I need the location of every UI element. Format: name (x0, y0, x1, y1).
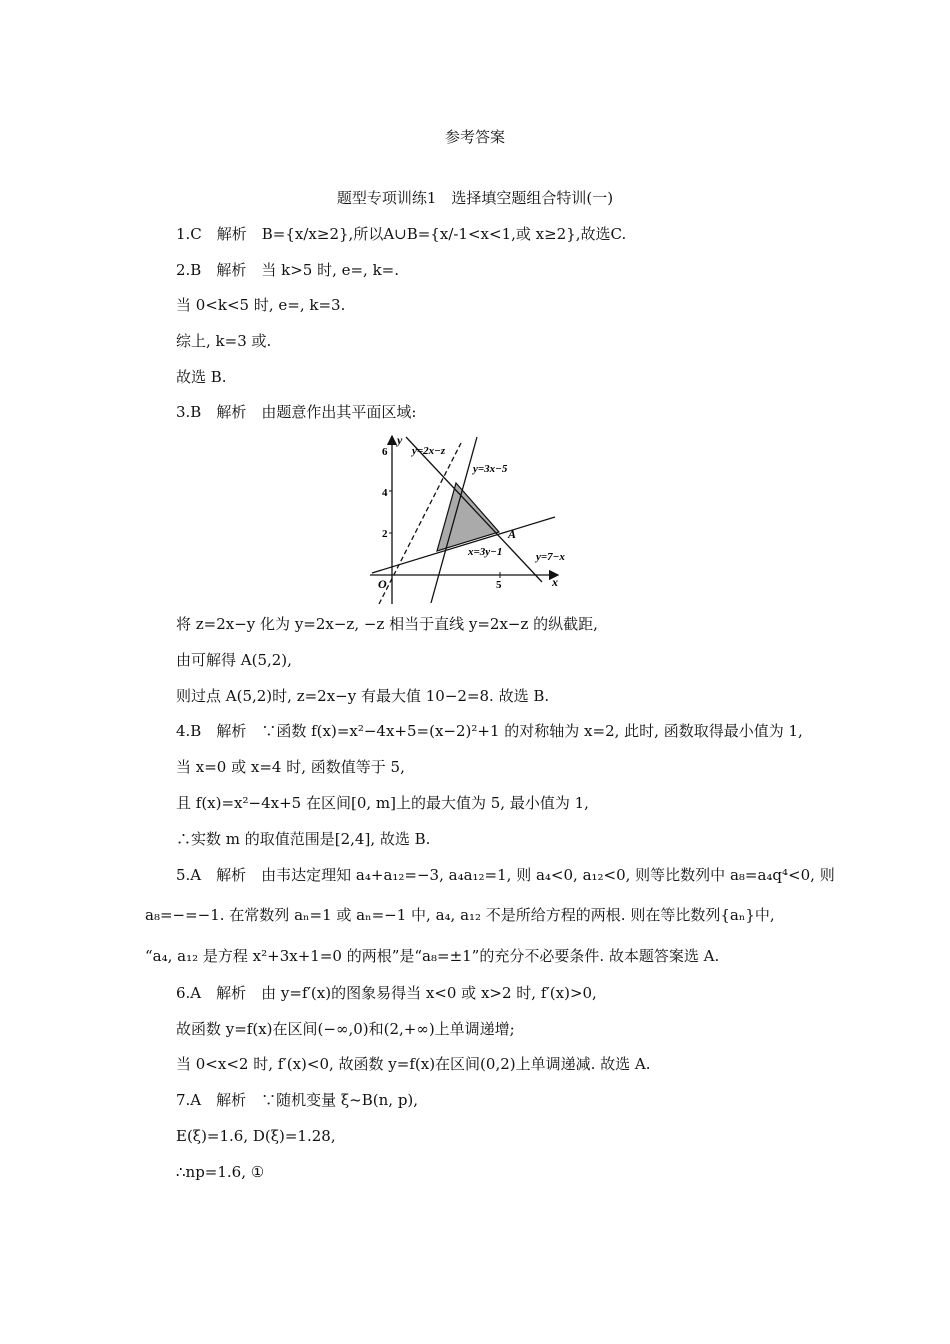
label-y-3x-5: y=3x−5 (473, 463, 508, 475)
axis-label-y: y (397, 433, 403, 447)
section-subtitle: 题型专项训练1 选择填空题组合特训(一) (336, 189, 614, 207)
point-a-label: A (508, 527, 517, 541)
y-tick-2: 2 (382, 528, 388, 540)
answer-2-line-2: 当 0<k<5 时, e=, k=3. (176, 296, 346, 314)
answer-4-line-2: 当 x=0 或 x=4 时, 函数值等于 5, (176, 758, 405, 776)
answer-4: 4.B 解析 ∵函数 f(x)=x²−4x+5=(x−2)²+1 的对称轴为 x=2, 此时, 函数取得最小值为 1, (176, 722, 803, 740)
answer-3-line-2: 将 z=2x−y 化为 y=2x−z, −z 相当于直线 y=2x−z 的纵截距, (176, 615, 598, 633)
label-y-2x-z: y=2x−z (412, 445, 446, 457)
y-tick-4: 4 (382, 487, 388, 499)
answer-5-line-2: a₈=−=−1. 在常数列 aₙ=1 或 aₙ=−1 中, a₄, a₁₂ 不是所给方程的两根. 则在等比数列{aₙ}中, (145, 906, 775, 924)
answer-2: 2.B 解析 当 k>5 时, e=, k=. (176, 261, 400, 279)
answer-6: 6.A 解析 由 y=f′(x)的图象易得当 x<0 或 x>2 时, f′(x)>0, (176, 984, 597, 1002)
origin-label: O (378, 577, 387, 591)
answer-5: 5.A 解析 由韦达定理知 a₄+a₁₂=−3, a₄a₁₂=1, 则 a₄<0, a₁₂<0, 则等比数列中 a₈=a₄q⁴<0, 则 (176, 866, 835, 884)
answer-4-line-4: ∴实数 m 的取值范围是[2,4], 故选 B. (176, 830, 431, 848)
axis-label-x: x (552, 575, 558, 589)
answer-7-line-2: E(ξ)=1.6, D(ξ)=1.28, (176, 1127, 336, 1145)
answer-3-line-4: 则过点 A(5,2)时, z=2x−y 有最大值 10−2=8. 故选 B. (176, 687, 550, 705)
answer-6-line-2: 故函数 y=f(x)在区间(−∞,0)和(2,+∞)上单调递增; (176, 1020, 515, 1038)
answer-6-line-3: 当 0<x<2 时, f′(x)<0, 故函数 y=f(x)在区间(0,2)上单调递减. 故选 A. (176, 1055, 651, 1073)
feasible-region (437, 483, 499, 551)
answer-2-line-4: 故选 B. (176, 368, 227, 386)
line-y-7-x (406, 437, 542, 582)
answer-2-line-3: 综上, k=3 或. (176, 332, 272, 350)
answer-7: 7.A 解析 ∵随机变量 ξ~B(n, p), (176, 1091, 419, 1109)
y-tick-6: 6 (382, 446, 388, 458)
answer-4-line-3: 且 f(x)=x²−4x+5 在区间[0, m]上的最大值为 5, 最小值为 1, (176, 794, 589, 812)
page-title: 参考答案 (444, 128, 505, 146)
x-tick-5: 5 (496, 579, 502, 591)
answer-3: 3.B 解析 由题意作出其平面区域: (176, 403, 417, 421)
answer-1: 1.C 解析 B={x/x≥2},所以A∪B={x/-1<x<1,或 x≥2},故选C. (176, 225, 627, 243)
answer-5-line-3: “a₄, a₁₂ 是方程 x²+3x+1=0 的两根”是“a₈=±1”的充分不必要条件. 故本题答案选 A. (145, 947, 720, 965)
label-y-7-x: y=7−x (536, 551, 565, 563)
answer-3-line-3: 由可解得 A(5,2), (176, 651, 292, 669)
label-x-3y-1: x=3y−1 (468, 546, 503, 558)
answer-7-line-3: ∴np=1.6, ① (176, 1163, 265, 1181)
feasible-region-figure (370, 432, 570, 607)
